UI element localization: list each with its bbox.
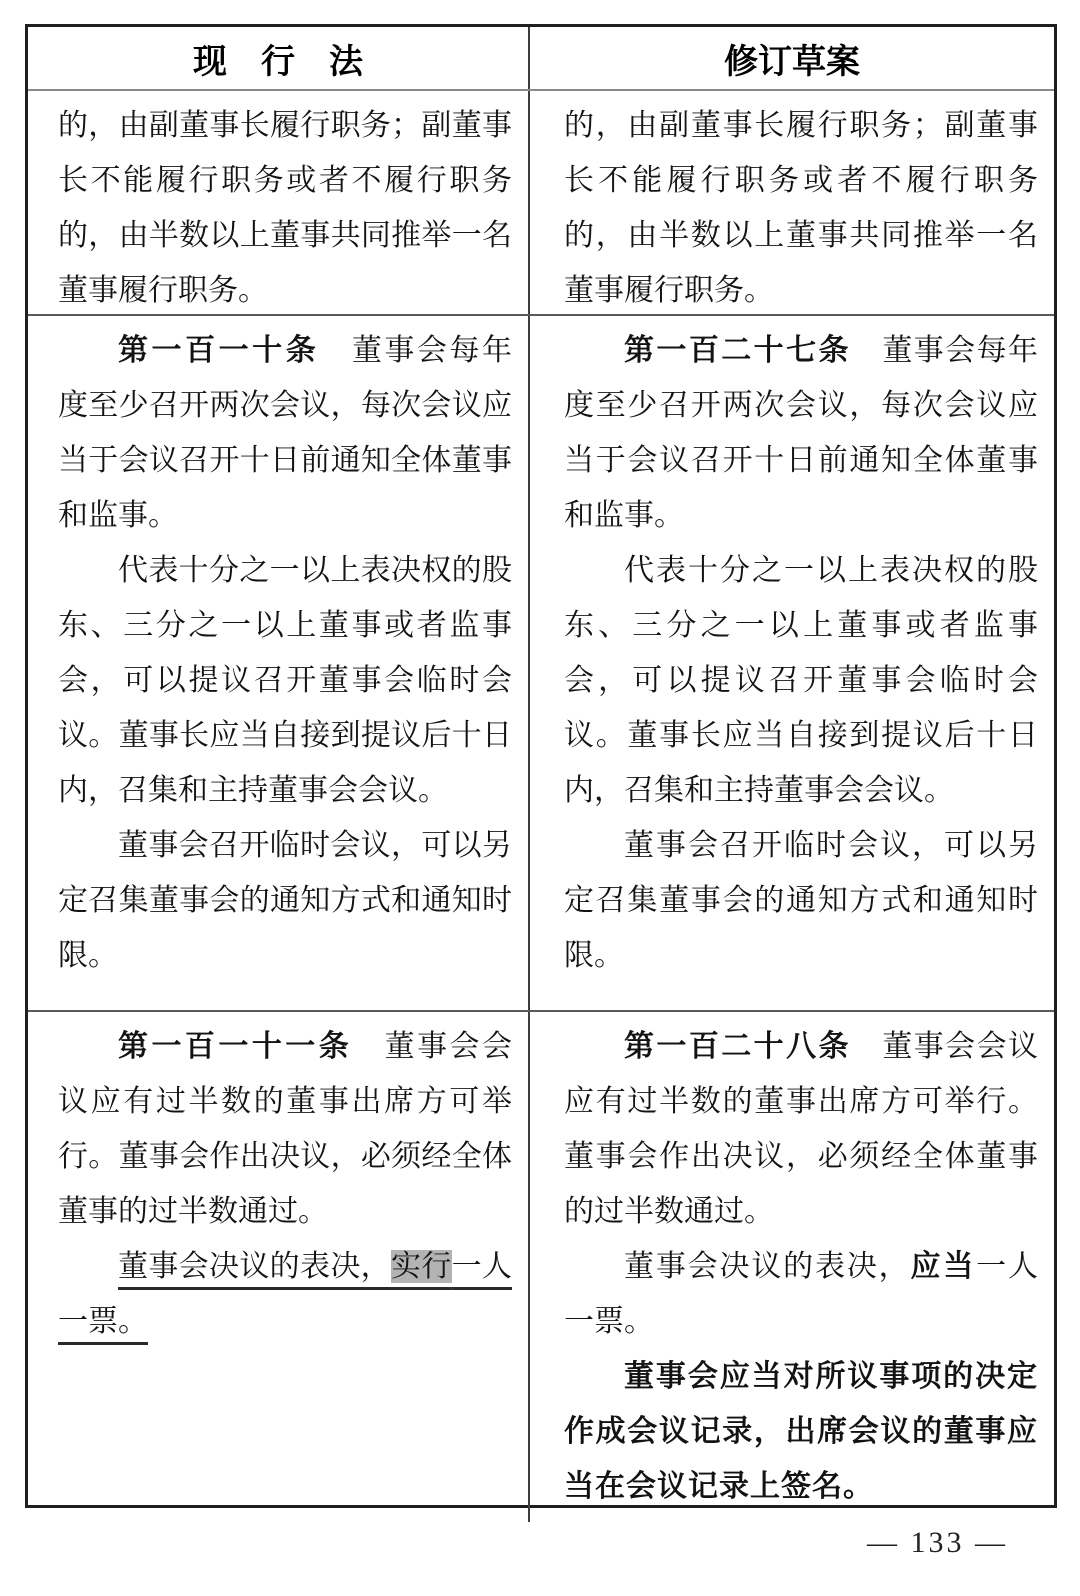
cell-revision-draft: [530, 1012, 1054, 1522]
paragraph: [564, 1019, 1038, 1239]
text-run: 一人一票。: [564, 1250, 1039, 1338]
bold-article-text: 第一百二十七条: [624, 334, 851, 367]
text-run: 的，由副董事长履行职务；副董事长不能履行职务或者不履行职务的，由半数以上董事共同推举一名董事履行职务。: [58, 109, 512, 307]
underlined-text: 一人一票。: [58, 1250, 513, 1338]
text-run: 董事会会议应有过半数的董事出席方可举行。董事会作出决议，必须经全体董事的过半数通过。: [58, 1030, 513, 1228]
table-body: [28, 91, 1054, 1522]
text-run: 董事会召开临时会议，可以另定召集董事会的通知方式和通知时限。: [564, 829, 1038, 972]
bold-article-text: 应当: [910, 1250, 977, 1283]
text-run: 董事会会议应有过半数的董事出席方可举行。董事会作出决议，必须经全体董事的过半数通过。: [564, 1030, 1039, 1228]
bold-article-text: 第一百一十一条: [118, 1030, 353, 1063]
paragraph: [564, 323, 1038, 543]
column-header-current-law: 现 行 法: [28, 27, 530, 89]
bold-article-text: 董事会应当对所议事项的决定作成会议记录，出席会议的董事应当在会议记录上签名。: [564, 1360, 1038, 1503]
paragraph: [564, 98, 1038, 314]
paragraph: [58, 1239, 512, 1349]
cell-revision-draft: [530, 91, 1054, 314]
paragraph: [58, 543, 512, 818]
cell-current-law: [28, 316, 530, 1010]
cell-revision-draft: [530, 316, 1054, 1010]
paragraph: [58, 1019, 512, 1239]
text-run: 董事会决议的表决，: [624, 1250, 911, 1283]
underlined-text: 董事会决议的表决，: [118, 1250, 391, 1283]
table-row: [28, 1010, 1054, 1522]
column-header-revision-draft: 修订草案: [724, 42, 860, 81]
text-run: 代表十分之一以上表决权的股东、三分之一以上董事或者监事会，可以提议召开董事会临时会议。董事长应当自接到提议后十日内，召集和主持董事会会议。: [564, 554, 1038, 807]
cell-current-law: [28, 1012, 530, 1522]
text-run: 董事会召开临时会议，可以另定召集董事会的通知方式和通知时限。: [58, 829, 512, 972]
text-run: 董事会每年度至少召开两次会议，每次会议应当于会议召开十日前通知全体董事和监事。: [58, 334, 513, 532]
text-run: 的，由副董事长履行职务；副董事长不能履行职务或者不履行职务的，由半数以上董事共同推举一名董事履行职务。: [564, 109, 1038, 307]
table-header-row: [28, 27, 1054, 91]
table-row: [28, 314, 1054, 1010]
bold-article-text: 第一百一十条: [118, 334, 320, 367]
text-run: 代表十分之一以上表决权的股东、三分之一以上董事或者监事会，可以提议召开董事会临时会议。董事长应当自接到提议后十日内，召集和主持董事会会议。: [58, 554, 512, 807]
comparison-table: [25, 24, 1057, 1508]
paragraph: [58, 323, 512, 543]
paragraph: [58, 818, 512, 983]
highlighted-text: 实行: [391, 1250, 452, 1283]
paragraph: [564, 543, 1038, 818]
paragraph: [564, 1349, 1038, 1514]
text-run: 董事会每年度至少召开两次会议，每次会议应当于会议召开十日前通知全体董事和监事。: [564, 334, 1039, 532]
table-row: [28, 91, 1054, 314]
page-number: — 133 —: [867, 1526, 1008, 1559]
paragraph: [564, 818, 1038, 983]
paragraph: [564, 1239, 1038, 1349]
paragraph: [58, 98, 512, 314]
bold-article-text: 第一百二十八条: [624, 1030, 851, 1063]
cell-current-law: [28, 91, 530, 314]
